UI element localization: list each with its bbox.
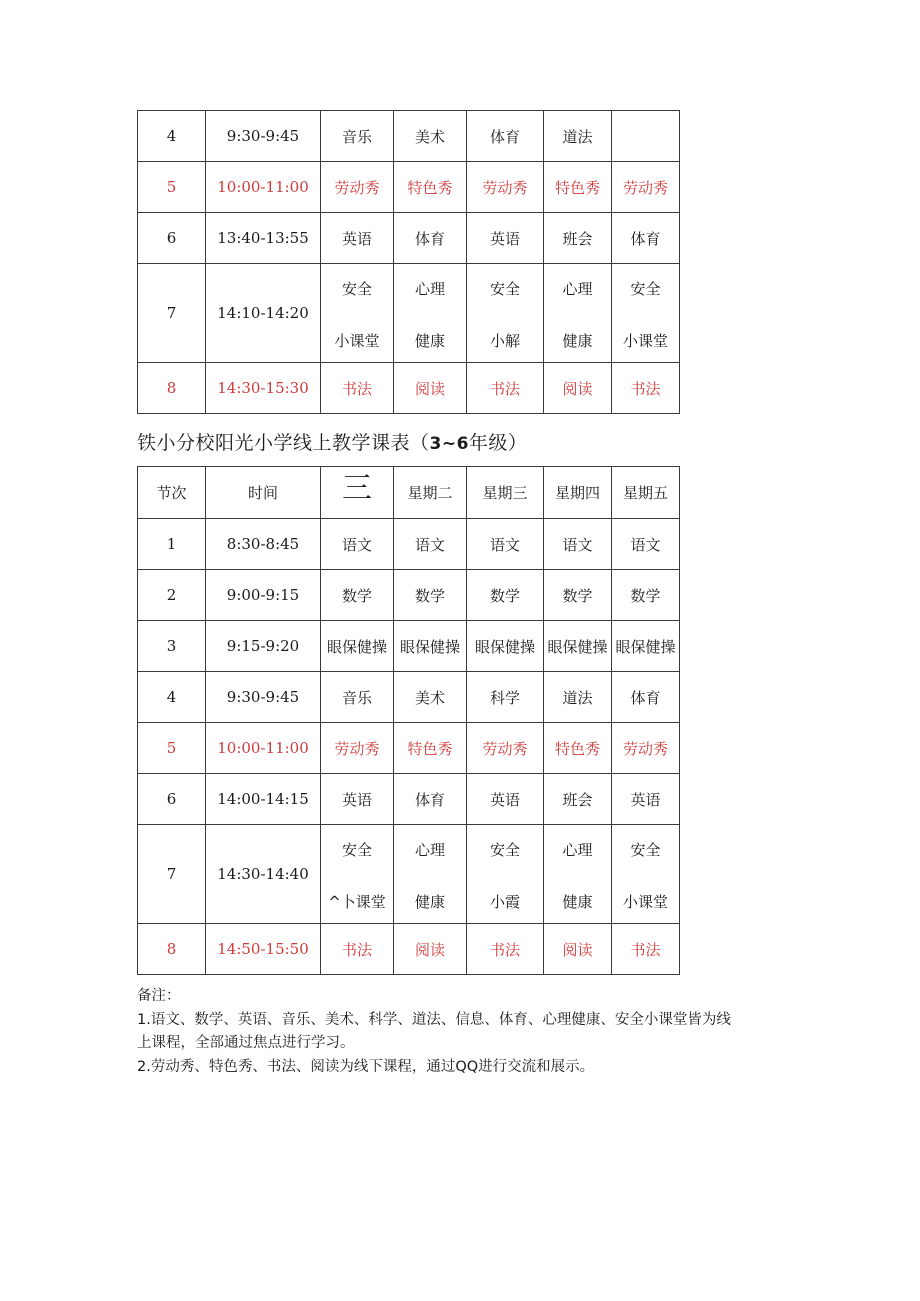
course-cell: 特色秀 bbox=[544, 723, 612, 774]
course-cell: 音乐 bbox=[321, 111, 394, 162]
course-cell-stack bbox=[612, 825, 679, 923]
course-cell-stack bbox=[544, 264, 611, 362]
title-main: 铁小分校阳光小学线上教学课表（ bbox=[137, 432, 430, 454]
table-row bbox=[138, 570, 680, 621]
course-cell bbox=[394, 825, 467, 924]
course-cell: 体育 bbox=[394, 774, 467, 825]
notes-line-1b: 上课程，全部通过焦点进行学习。 bbox=[137, 1035, 355, 1051]
period-time: 10:00-11:00 bbox=[206, 723, 321, 774]
course-cell: 英语 bbox=[321, 213, 394, 264]
course-cell: 劳动秀 bbox=[467, 723, 544, 774]
header-period: 节次 bbox=[138, 467, 206, 519]
title-suffix: 年级） bbox=[468, 432, 528, 454]
header-day1 bbox=[321, 467, 394, 519]
course-cell: 劳动秀 bbox=[612, 162, 680, 213]
course-cell: 书法 bbox=[321, 924, 394, 975]
period-time: 9:00-9:15 bbox=[206, 570, 321, 621]
table-row bbox=[138, 363, 680, 414]
header-day4: 星期四 bbox=[544, 467, 612, 519]
period-time: 8:30-8:45 bbox=[206, 519, 321, 570]
course-cell bbox=[612, 825, 680, 924]
period-time: 9:30-9:45 bbox=[206, 111, 321, 162]
course-cell: 眼保健操 bbox=[612, 621, 680, 672]
course-cell: 科学 bbox=[467, 672, 544, 723]
period-time: 14:10-14:20 bbox=[206, 264, 321, 363]
course-cell: 体育 bbox=[467, 111, 544, 162]
course-cell: 英语 bbox=[467, 774, 544, 825]
course-cell: 特色秀 bbox=[544, 162, 612, 213]
course-line: 小霞 bbox=[489, 893, 520, 911]
course-cell: 数学 bbox=[612, 570, 680, 621]
course-cell: 数学 bbox=[321, 570, 394, 621]
course-line: 心理 bbox=[562, 280, 593, 298]
period-time: 9:30-9:45 bbox=[206, 672, 321, 723]
period-number: 8 bbox=[138, 363, 206, 414]
period-time: 14:30-14:40 bbox=[206, 825, 321, 924]
table-row bbox=[138, 723, 680, 774]
course-cell bbox=[467, 264, 544, 363]
course-cell: 语文 bbox=[321, 519, 394, 570]
course-cell: 数学 bbox=[394, 570, 467, 621]
course-line: ^卜课堂 bbox=[328, 893, 386, 911]
course-cell: 阅读 bbox=[394, 924, 467, 975]
period-number: 7 bbox=[138, 264, 206, 363]
course-line: 健康 bbox=[414, 332, 445, 350]
header-row bbox=[138, 467, 680, 519]
course-line: 安全 bbox=[489, 280, 520, 298]
period-number: 4 bbox=[138, 672, 206, 723]
course-cell-stack bbox=[394, 825, 466, 923]
header-day3: 星期三 bbox=[467, 467, 544, 519]
course-cell bbox=[544, 825, 612, 924]
table-row bbox=[138, 264, 680, 363]
table-row bbox=[138, 621, 680, 672]
period-time: 14:30-15:30 bbox=[206, 363, 321, 414]
course-cell: 特色秀 bbox=[394, 162, 467, 213]
course-cell: 语文 bbox=[544, 519, 612, 570]
period-number: 5 bbox=[138, 162, 206, 213]
course-line: 安全 bbox=[341, 841, 372, 859]
course-cell: 班会 bbox=[544, 774, 612, 825]
course-cell: 体育 bbox=[394, 213, 467, 264]
course-cell: 英语 bbox=[612, 774, 680, 825]
period-number: 4 bbox=[138, 111, 206, 162]
course-line: 健康 bbox=[562, 332, 593, 350]
course-cell-stack bbox=[321, 264, 393, 362]
course-cell-stack bbox=[467, 825, 543, 923]
course-cell: 劳动秀 bbox=[612, 723, 680, 774]
period-number: 6 bbox=[138, 213, 206, 264]
course-cell: 班会 bbox=[544, 213, 612, 264]
period-number: 8 bbox=[138, 924, 206, 975]
period-time: 14:00-14:15 bbox=[206, 774, 321, 825]
course-cell: 劳动秀 bbox=[321, 723, 394, 774]
course-cell: 体育 bbox=[612, 672, 680, 723]
course-cell: 美术 bbox=[394, 672, 467, 723]
course-cell: 语文 bbox=[612, 519, 680, 570]
course-cell: 美术 bbox=[394, 111, 467, 162]
course-cell bbox=[321, 825, 394, 924]
course-cell: 音乐 bbox=[321, 672, 394, 723]
table-row bbox=[138, 111, 680, 162]
period-number: 6 bbox=[138, 774, 206, 825]
table-row bbox=[138, 774, 680, 825]
course-cell: 特色秀 bbox=[394, 723, 467, 774]
course-line: 小课堂 bbox=[622, 893, 668, 911]
course-cell: 道法 bbox=[544, 111, 612, 162]
title-grade: 3~6 bbox=[429, 434, 469, 454]
table-row bbox=[138, 162, 680, 213]
header-day2: 星期二 bbox=[394, 467, 467, 519]
course-cell: 书法 bbox=[612, 363, 680, 414]
period-time: 13:40-13:55 bbox=[206, 213, 321, 264]
course-cell bbox=[544, 264, 612, 363]
course-cell: 体育 bbox=[612, 213, 680, 264]
notes-heading: 备注： bbox=[137, 988, 181, 1004]
course-cell: 阅读 bbox=[544, 924, 612, 975]
course-cell-stack bbox=[467, 264, 543, 362]
course-line: 健康 bbox=[562, 893, 593, 911]
period-number: 1 bbox=[138, 519, 206, 570]
course-cell: 道法 bbox=[544, 672, 612, 723]
course-line: 心理 bbox=[414, 841, 445, 859]
period-time: 9:15-9:20 bbox=[206, 621, 321, 672]
schedule-table-bottom bbox=[137, 466, 680, 975]
table-row bbox=[138, 825, 680, 924]
period-time: 10:00-11:00 bbox=[206, 162, 321, 213]
schedule-title bbox=[137, 428, 527, 455]
course-cell: 书法 bbox=[321, 363, 394, 414]
course-cell bbox=[467, 825, 544, 924]
header-day5: 星期五 bbox=[612, 467, 680, 519]
course-cell-stack bbox=[321, 825, 393, 923]
course-line: 小课堂 bbox=[334, 332, 380, 350]
course-cell: 劳动秀 bbox=[467, 162, 544, 213]
course-cell: 语文 bbox=[467, 519, 544, 570]
course-line: 心理 bbox=[562, 841, 593, 859]
header-day1-label: 三 bbox=[342, 470, 372, 506]
course-cell: 眼保健操 bbox=[467, 621, 544, 672]
course-cell-stack bbox=[612, 264, 679, 362]
course-cell bbox=[394, 264, 467, 363]
table-row bbox=[138, 924, 680, 975]
course-cell: 书法 bbox=[467, 363, 544, 414]
course-cell: 书法 bbox=[612, 924, 680, 975]
table-row bbox=[138, 213, 680, 264]
table-row bbox=[138, 519, 680, 570]
course-line: 健康 bbox=[414, 893, 445, 911]
course-line: 安全 bbox=[630, 841, 661, 859]
course-line: 小解 bbox=[489, 332, 520, 350]
course-line: 小课堂 bbox=[622, 332, 668, 350]
notes-line-1a: 1.语文、数学、英语、音乐、美术、科学、道法、信息、体育、心理健康、安全小课堂皆为线 bbox=[137, 1012, 731, 1028]
course-line: 安全 bbox=[630, 280, 661, 298]
schedule-table-bottom-body bbox=[138, 467, 680, 975]
period-time: 14:50-15:50 bbox=[206, 924, 321, 975]
period-number: 3 bbox=[138, 621, 206, 672]
period-number: 2 bbox=[138, 570, 206, 621]
course-cell: 英语 bbox=[467, 213, 544, 264]
course-cell: 眼保健操 bbox=[544, 621, 612, 672]
course-cell bbox=[321, 264, 394, 363]
course-cell-stack bbox=[394, 264, 466, 362]
period-number: 5 bbox=[138, 723, 206, 774]
course-cell: 英语 bbox=[321, 774, 394, 825]
course-cell bbox=[612, 264, 680, 363]
course-cell: 眼保健操 bbox=[321, 621, 394, 672]
schedule-table-top-body bbox=[138, 111, 680, 414]
period-number: 7 bbox=[138, 825, 206, 924]
course-cell: 数学 bbox=[467, 570, 544, 621]
notes-line-2: 2.劳动秀、特色秀、书法、阅读为线下课程，通过QQ进行交流和展示。 bbox=[137, 1059, 595, 1075]
course-cell: 劳动秀 bbox=[321, 162, 394, 213]
header-time: 时间 bbox=[206, 467, 321, 519]
course-line: 安全 bbox=[341, 280, 372, 298]
course-cell: 阅读 bbox=[544, 363, 612, 414]
course-line: 心理 bbox=[414, 280, 445, 298]
course-cell: 眼保健操 bbox=[394, 621, 467, 672]
course-cell: 阅读 bbox=[394, 363, 467, 414]
course-cell: 数学 bbox=[544, 570, 612, 621]
course-cell: 语文 bbox=[394, 519, 467, 570]
course-cell: 书法 bbox=[467, 924, 544, 975]
table-row bbox=[138, 672, 680, 723]
course-line: 安全 bbox=[489, 841, 520, 859]
schedule-table-top bbox=[137, 110, 680, 414]
course-cell bbox=[612, 111, 680, 162]
course-cell-stack bbox=[544, 825, 611, 923]
